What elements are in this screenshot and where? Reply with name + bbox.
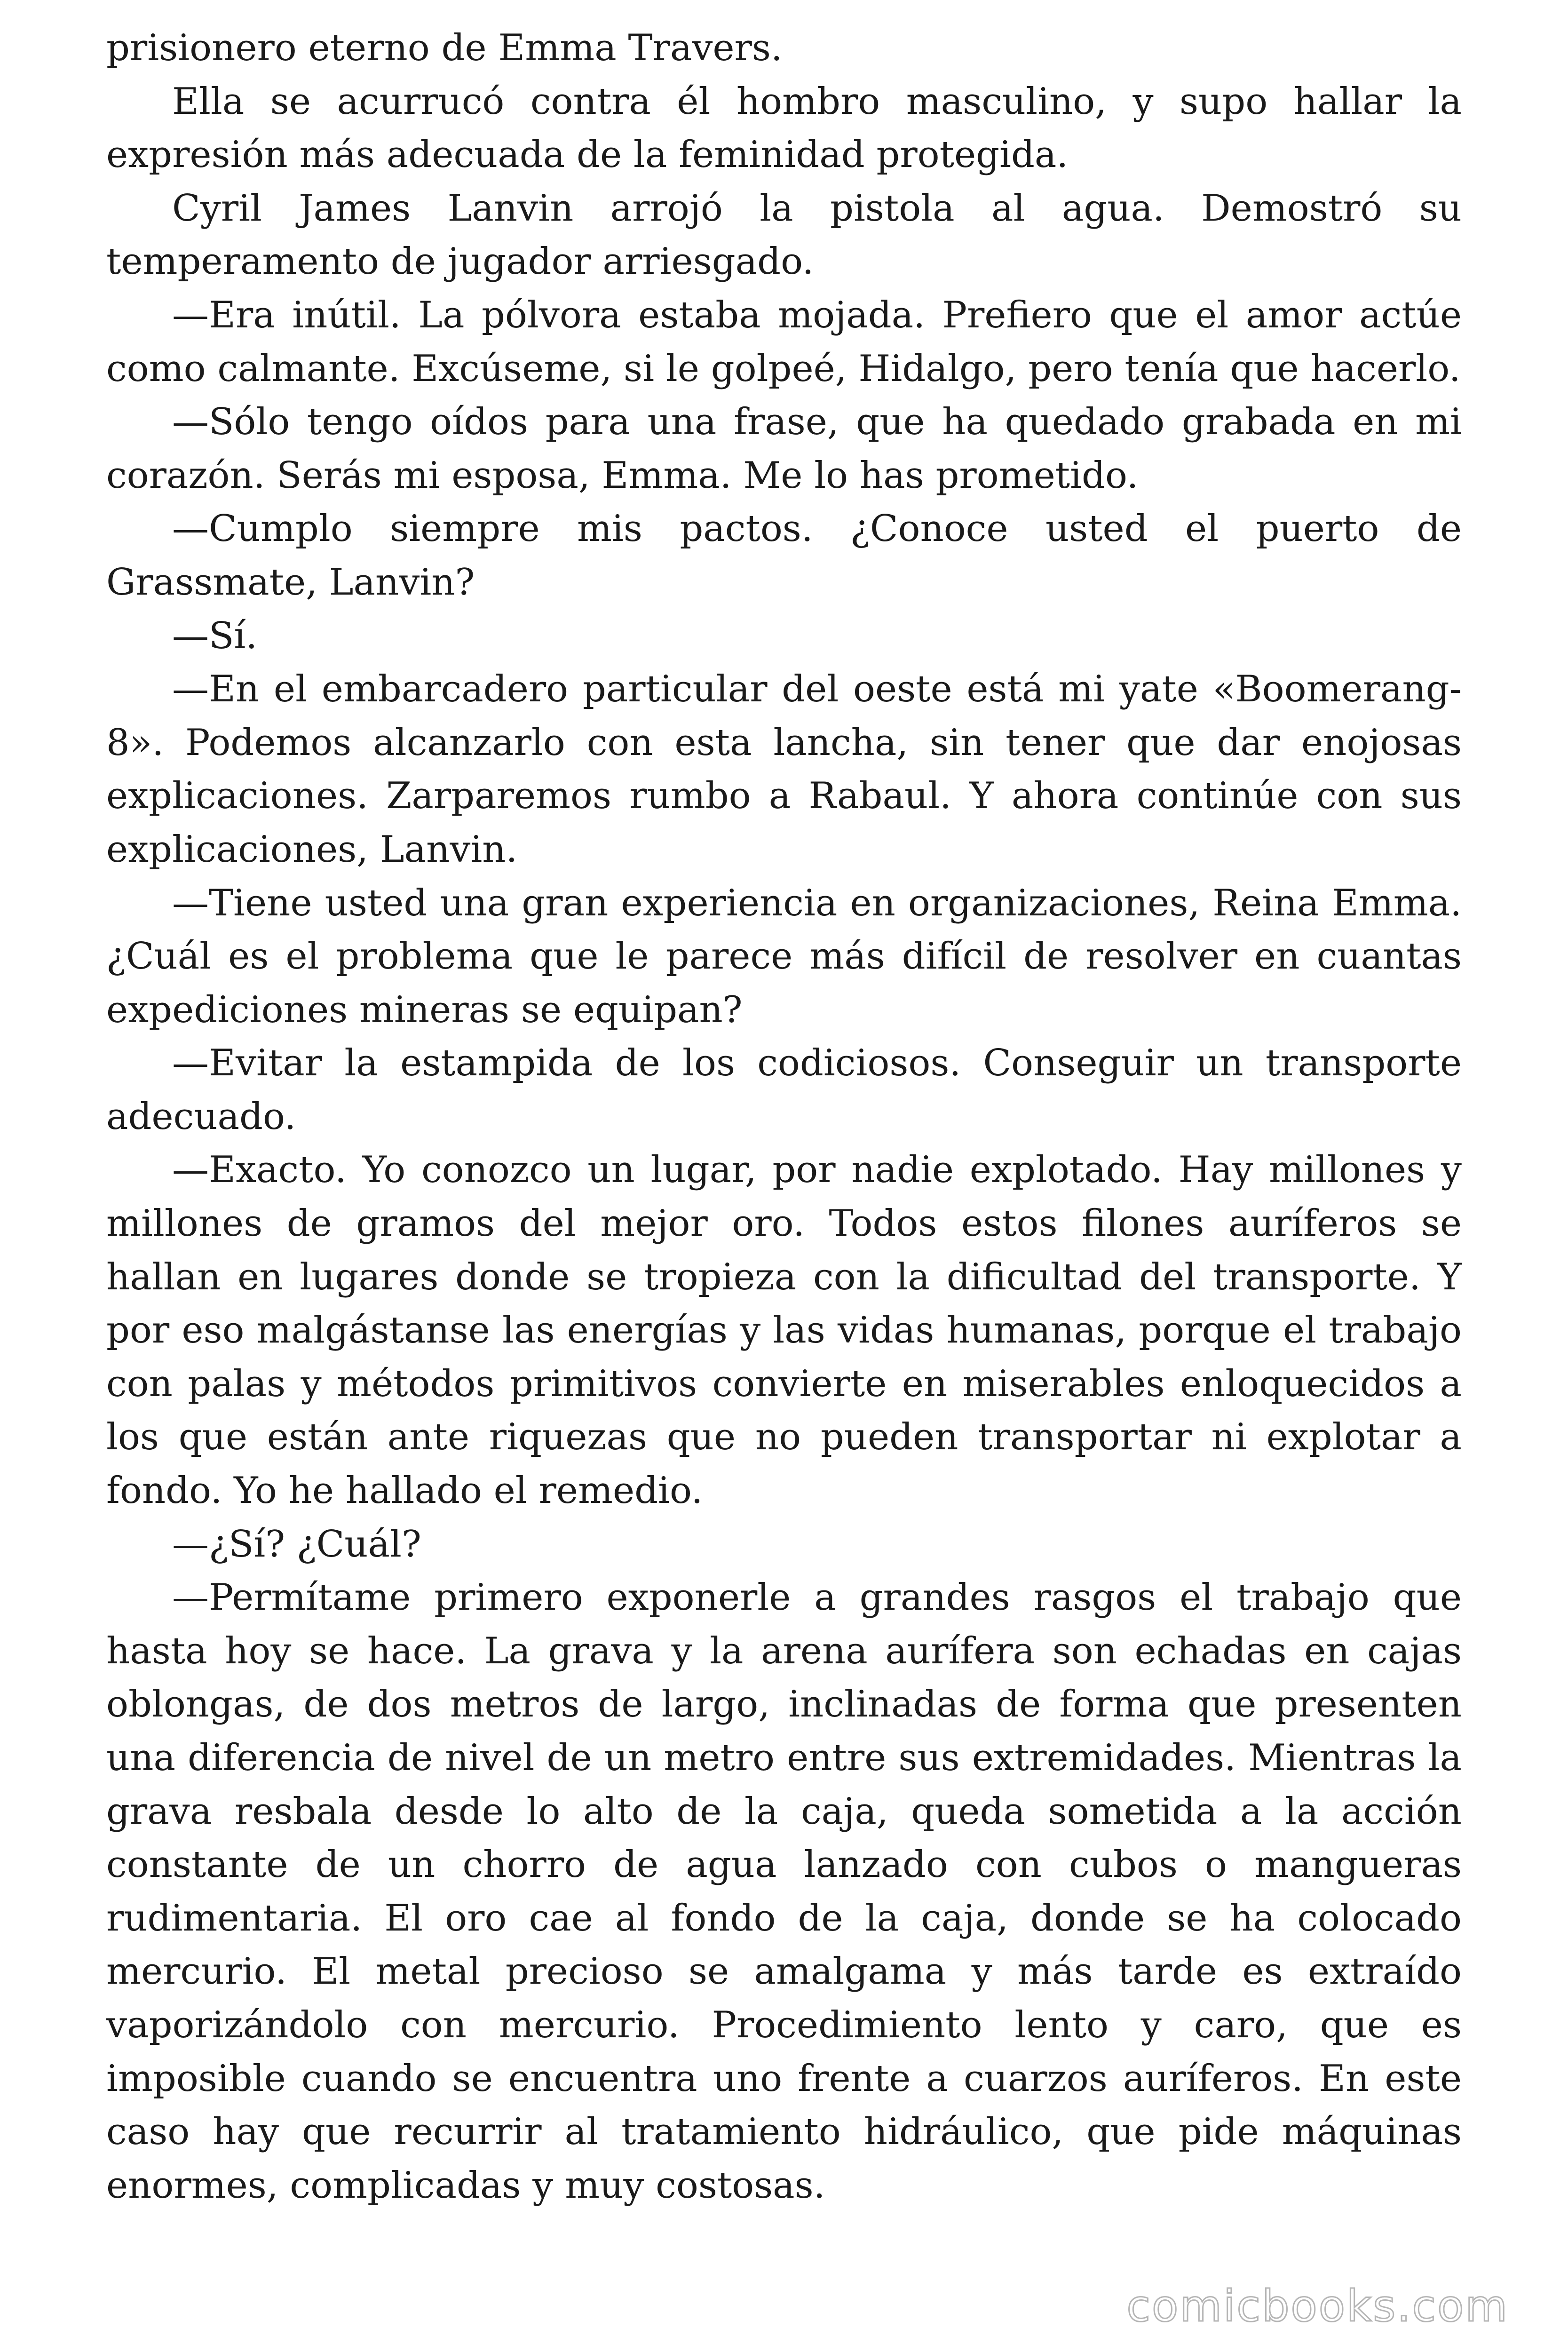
dialogue-line: —Exacto. Yo conozco un lugar, por nadie explotado. Hay millones y millones de gramos del mejor oro. Todos estos filones auríferos se hallan en lugares donde se tropieza con la dificultad del transporte. Y por eso malgástanse las energías y las vidas humanas, porque el trabajo con palas y métodos primitivos convierte en miserables enloquecidos a los que están ante riquezas que no pueden transportar ni explotar a fondo. Yo he hallado el remedio.: [106, 1149, 1462, 1512]
paragraph: Cyril James Lanvin arrojó la pistola al agua. Demostró su temperamento de jugador arriesgado.: [106, 187, 1462, 283]
body-text: [106, 22, 1462, 2212]
watermark-logo: comicbooks.com: [1126, 2281, 1509, 2331]
dialogue-line: —Sólo tengo oídos para una frase, que ha quedado grabada en mi corazón. Serás mi esposa, Emma. Me lo has prometido.: [106, 401, 1462, 497]
dialogue-line: —Sí.: [172, 614, 258, 657]
dialogue-line: —Permítame primero exponerle a grandes rasgos el trabajo que hasta hoy se hace. La grava y la arena aurífera son echadas en cajas oblongas, de dos metros de largo, inclinadas de forma que presenten una diferencia de nivel de un metro entre sus extremidades. Mientras la grava resbala desde lo alto de la caja, queda sometida a la acción constante de un chorro de agua lanzado con cubos o mangueras rudimentaria. El oro cae al fondo de la caja, donde se ha colocado mercurio. El metal precioso se amalgama y más tarde es extraído vaporizándolo con mercurio. Procedimiento lento y caro, que es imposible cuando se encuentra uno frente a cuarzos auríferos. En este caso hay que recurrir al tratamiento hidráulico, que pide máquinas enormes, complicadas y muy costosas.: [106, 1576, 1462, 2207]
dialogue-line: —Era inútil. La pólvora estaba mojada. Prefiero que el amor actúe como calmante. Excúseme, si le golpeé, Hidalgo, pero tenía que hacerlo.: [106, 294, 1462, 390]
book-page: [106, 22, 1462, 2280]
dialogue-line: —Evitar la estampida de los codiciosos. Conseguir un transporte adecuado.: [106, 1042, 1462, 1138]
dialogue-line: —En el embarcadero particular del oeste está mi yate «Boomerang-8». Podemos alcanzarlo con esta lancha, sin tener que dar enojosas explicaciones. Zarparemos rumbo a Rabaul. Y ahora continúe con sus explicaciones, Lanvin.: [106, 668, 1462, 871]
paragraph: Ella se acurrucó contra él hombro masculino, y supo hallar la expresión más adecuada de la feminidad protegida.: [106, 80, 1462, 176]
dialogue-line: —Cumplo siempre mis pactos. ¿Conoce usted el puerto de Grassmate, Lanvin?: [106, 508, 1462, 604]
dialogue-line: —Tiene usted una gran experiencia en organizaciones, Reina Emma. ¿Cuál es el problema que le parece más difícil de resolver en cuantas expediciones mineras se equipan?: [106, 882, 1462, 1031]
paragraph-continuation: prisionero eterno de Emma Travers.: [106, 27, 783, 69]
dialogue-line: —¿Sí? ¿Cuál?: [172, 1523, 421, 1565]
